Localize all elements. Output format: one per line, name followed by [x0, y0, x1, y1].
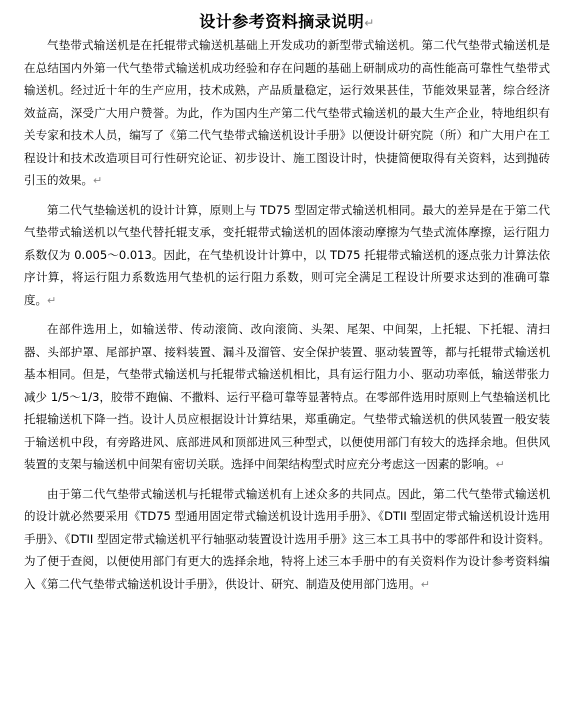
document-body [24, 34, 550, 602]
paragraph-4-text: 由于第二代气垫带式输送机与托辊带式输送机有上述众多的共同点。因此，第二代气垫带式输送机的设计就必然要采用《TD75 型通用固定带式输送机设计选用手册》、《DTII 型固定带式输送机设计选用手册》、《DTII 型固定带式输送机平行轴驱动装置设计选用手册》这三本工具书中的零部件和设计资料。为了便于查阅，以便使用部门有更大的选择余地，特将上述三本手册中的有关资料作为设计参考资料编入《第二代气垫带式输送机设计手册》，供设计、研究、制造及使用部门选用。 [24, 486, 550, 591]
paragraph-1 [24, 34, 550, 193]
paragraph-mark-icon: ↵ [364, 16, 375, 30]
paragraph-mark-icon: ↵ [47, 293, 57, 307]
paragraph-2-text: 第二代气垫输送机的设计计算，原则上与 TD75 型固定带式输送机相同。最大的差异是在于第二代气垫带式输送机以气垫代替托辊支承，变托辊带式输送机的固体滚动摩擦为气垫式流体摩擦，运行阻力系数仅为 0.005～0.013。因此，在气垫机设计计算中，以 TD75 托辊带式输送机的逐点张力计算法依序计算，将运行阻力系数选用气垫机的运行阻力系数，则可完全满足工程设计所要求达到的准确可靠度。 [24, 202, 550, 307]
paragraph-mark-icon: ↵ [420, 577, 430, 591]
document-title [0, 10, 574, 35]
paragraph-3 [24, 318, 550, 477]
paragraph-mark-icon: ↵ [93, 174, 103, 187]
paragraph-3-text: 在部件选用上，如输送带、传动滚筒、改向滚筒、头架、尾架、中间架，上托辊、下托辊、清扫器、头部护罩、尾部护罩、接料装置、漏斗及溜管、安全保护装置、驱动装置等，都与托辊带式输送机基本相同。但是，气垫带式输送机与托辊带式输送机相比，具有运行阻力小、驱动功率低，输送带张力减少 1/5～1/3，胶带不跑偏、不撒料、运行平稳可靠等显著特点。在零部件选用时原则上气垫输送机比托辊输送机下降一挡。设计人员应根据设计计算结果，郑重确定。气垫带式输送机的供风装置一般安装于输送机中段，有旁路进风、底部进风和顶部进风三种型式，以便使用部门有较大的选择余地。但供风装置的支架与输送机中间架有密切关联。选择中间架结构型式时应充分考虑这一因素的影响。 [24, 322, 550, 471]
paragraph-1-text: 气垫带式输送机是在托辊带式输送机基础上开发成功的新型带式输送机。第二代气垫带式输送机是在总结国内外第一代气垫带式输送机成功经验和存在问题的基础上研制成功的高性能高可靠性气垫带式输送机。经过近十年的生产应用，技术成熟，产品质量稳定，运行效果甚佳，节能效果显著，综合经济效益高，深受广大用户赞誉。为此，作为国内生产第二代气垫带式输送机的最大生产企业，特地组织有关专家和技术人员，编写了《第二代气垫带式输送机设计手册》以便设计研究院（所）和广大用户在工程设计和技术改造项目可行性研究论证、初步设计、施工图设计时，快捷简便取得有关资料，达到抛砖引玉的效果。 [24, 38, 550, 187]
paragraph-mark-icon: ↵ [495, 458, 505, 471]
paragraph-2 [24, 199, 550, 313]
paragraph-4 [24, 483, 550, 597]
title-text: 设计参考资料摘录说明 [199, 12, 365, 31]
